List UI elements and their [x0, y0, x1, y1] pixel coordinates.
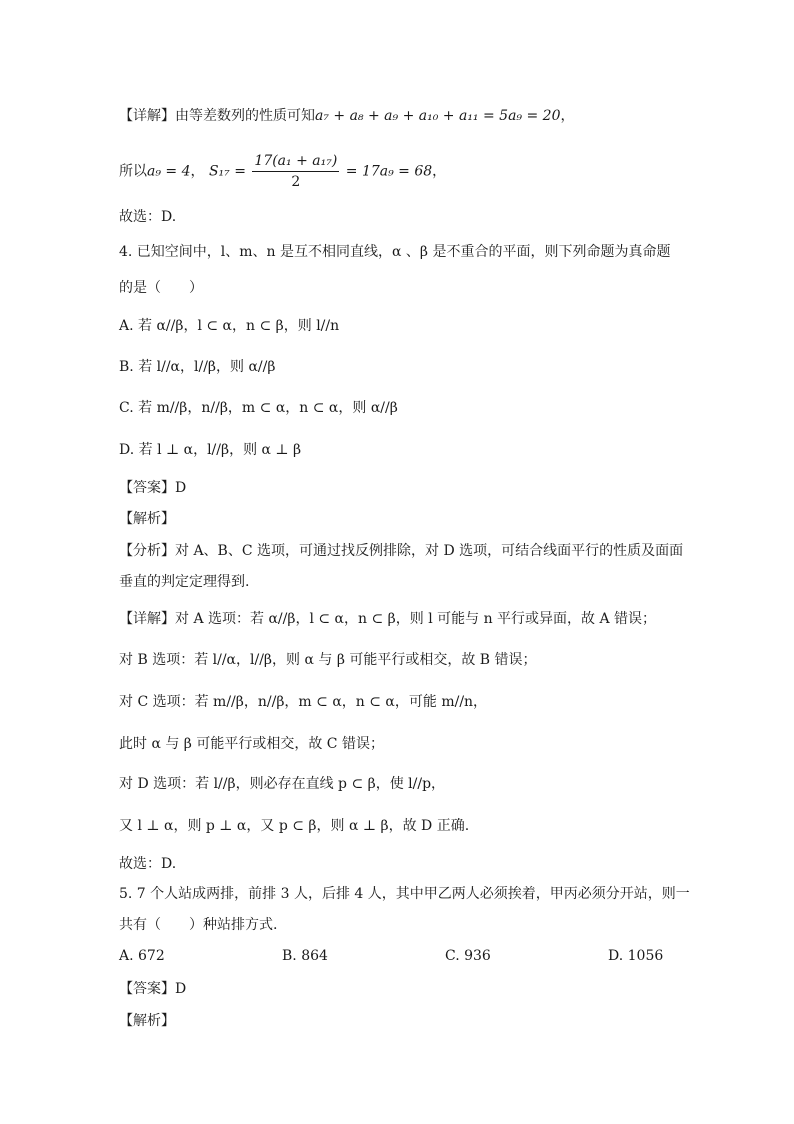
- q3-detail-equation: a₇ + a₈ + a₉ + a₁₀ + a₁₁ = 5a₉ = 20: [315, 108, 561, 124]
- q3-line2-prefix: 所以: [119, 163, 147, 180]
- q4-fenxi-line1: [119, 541, 683, 561]
- q4-detail-a-line: [119, 609, 656, 629]
- q4-detail-d: 对 D 选项：若 l//β，则必存在直线 p ⊂ β，使 l//p，: [119, 776, 446, 792]
- q3-fraction: [252, 152, 339, 191]
- q4-option-a: A. 若 α//β，l ⊂ α，n ⊂ β，则 l//n: [119, 318, 340, 334]
- q4-fenxi-line2: 垂直的判定定理得到.: [119, 574, 250, 590]
- q3-a9-value: a₉ = 4: [147, 163, 191, 180]
- q4-conclusion: 故选：D.: [119, 856, 177, 872]
- q5-option-b: B. 864: [282, 948, 328, 964]
- q4-option-b: B. 若 l//α，l//β，则 α//β: [119, 359, 276, 375]
- q4-detail-d2: 又 l ⊥ α，则 p ⊥ α，又 p ⊂ β，则 α ⊥ β，故 D 正确.: [119, 818, 470, 834]
- fenxi-tag: 【分析】: [119, 543, 175, 559]
- q4-stem-line2: 的是（ ）: [119, 280, 203, 296]
- q3-detail-line: 【详解】由等差数列的性质可知a₇ + a₈ + a₉ + a₁₀ + a₁₁ = 5a₉ = 20，: [119, 108, 575, 124]
- q3-s17-rhs: = 17a₉ = 68: [345, 163, 433, 180]
- q4-option-c: C. 若 m//β，n//β，m ⊂ α，n ⊂ α，则 α//β: [119, 400, 398, 416]
- q5-option-c: C. 936: [445, 948, 491, 964]
- q4-option-d: D. 若 l ⊥ α，l//β，则 α ⊥ β: [119, 442, 302, 458]
- q5-option-a: A. 672: [119, 948, 165, 964]
- q4-detail-c2: 此时 α 与 β 可能平行或相交，故 C 错误；: [119, 736, 384, 752]
- q5-options: [119, 948, 679, 968]
- q5-answer-line: [119, 979, 186, 999]
- q4-answer-value: D: [175, 480, 187, 496]
- q3-s17-lhs: S₁₇ =: [208, 163, 246, 180]
- q4-answer-line: [119, 478, 186, 498]
- detail-tag: 【详解】: [119, 611, 175, 627]
- answer-tag: 【答案】: [119, 480, 175, 496]
- q4-fenxi-text1: 对 A、B、C 选项，可通过找反例排除，对 D 选项，可结合线面平行的性质及面面: [175, 543, 684, 559]
- detail-tag: 【详解】: [119, 108, 175, 124]
- q4-analysis-tag: 【解析】: [119, 511, 175, 527]
- answer-tag: 【答案】: [119, 981, 175, 997]
- q4-detail-b: 对 B 选项：若 l//α，l//β，则 α 与 β 可能平行或相交，故 B 错误；: [119, 652, 537, 668]
- q5-stem-line1: 5. 7 个人站成两排，前排 3 人，后排 4 人，其中甲乙两人必须挨着，甲丙必须分开站，则一: [119, 886, 690, 902]
- q4-stem-line1: 4. 已知空间中，l、m、n 是互不相同直线，α 、β 是不重合的平面，则下列命题为真命题: [119, 244, 671, 260]
- q4-detail-c: 对 C 选项：若 m//β，n//β，m ⊂ α，n ⊂ α，可能 m//n，: [119, 694, 488, 710]
- q3-fraction-denominator: 2: [291, 174, 301, 190]
- q5-answer-value: D: [175, 981, 187, 997]
- q5-analysis-tag: 【解析】: [119, 1013, 175, 1029]
- q3-fraction-numerator: 17(a₁ + a₁₇): [252, 152, 339, 172]
- q3-detail-prefix: 由等差数列的性质可知: [175, 108, 315, 124]
- q3-sum-line: 所以a₉ = 4， S₁₇ = $\frac{\text{17(a₁ + a₁₇)}}{2}$ = 17a₉ = 68，: [119, 153, 447, 190]
- q4-detail-a: 对 A 选项：若 α//β，l ⊂ α，n ⊂ β，则 l 可能与 n 平行或异面，故 A 错误；: [175, 611, 657, 627]
- q3-answer: 故选：D.: [119, 209, 177, 225]
- q5-option-d: D. 1056: [608, 948, 664, 964]
- q5-stem-line2: 共有（ ）种站排方式.: [119, 917, 278, 933]
